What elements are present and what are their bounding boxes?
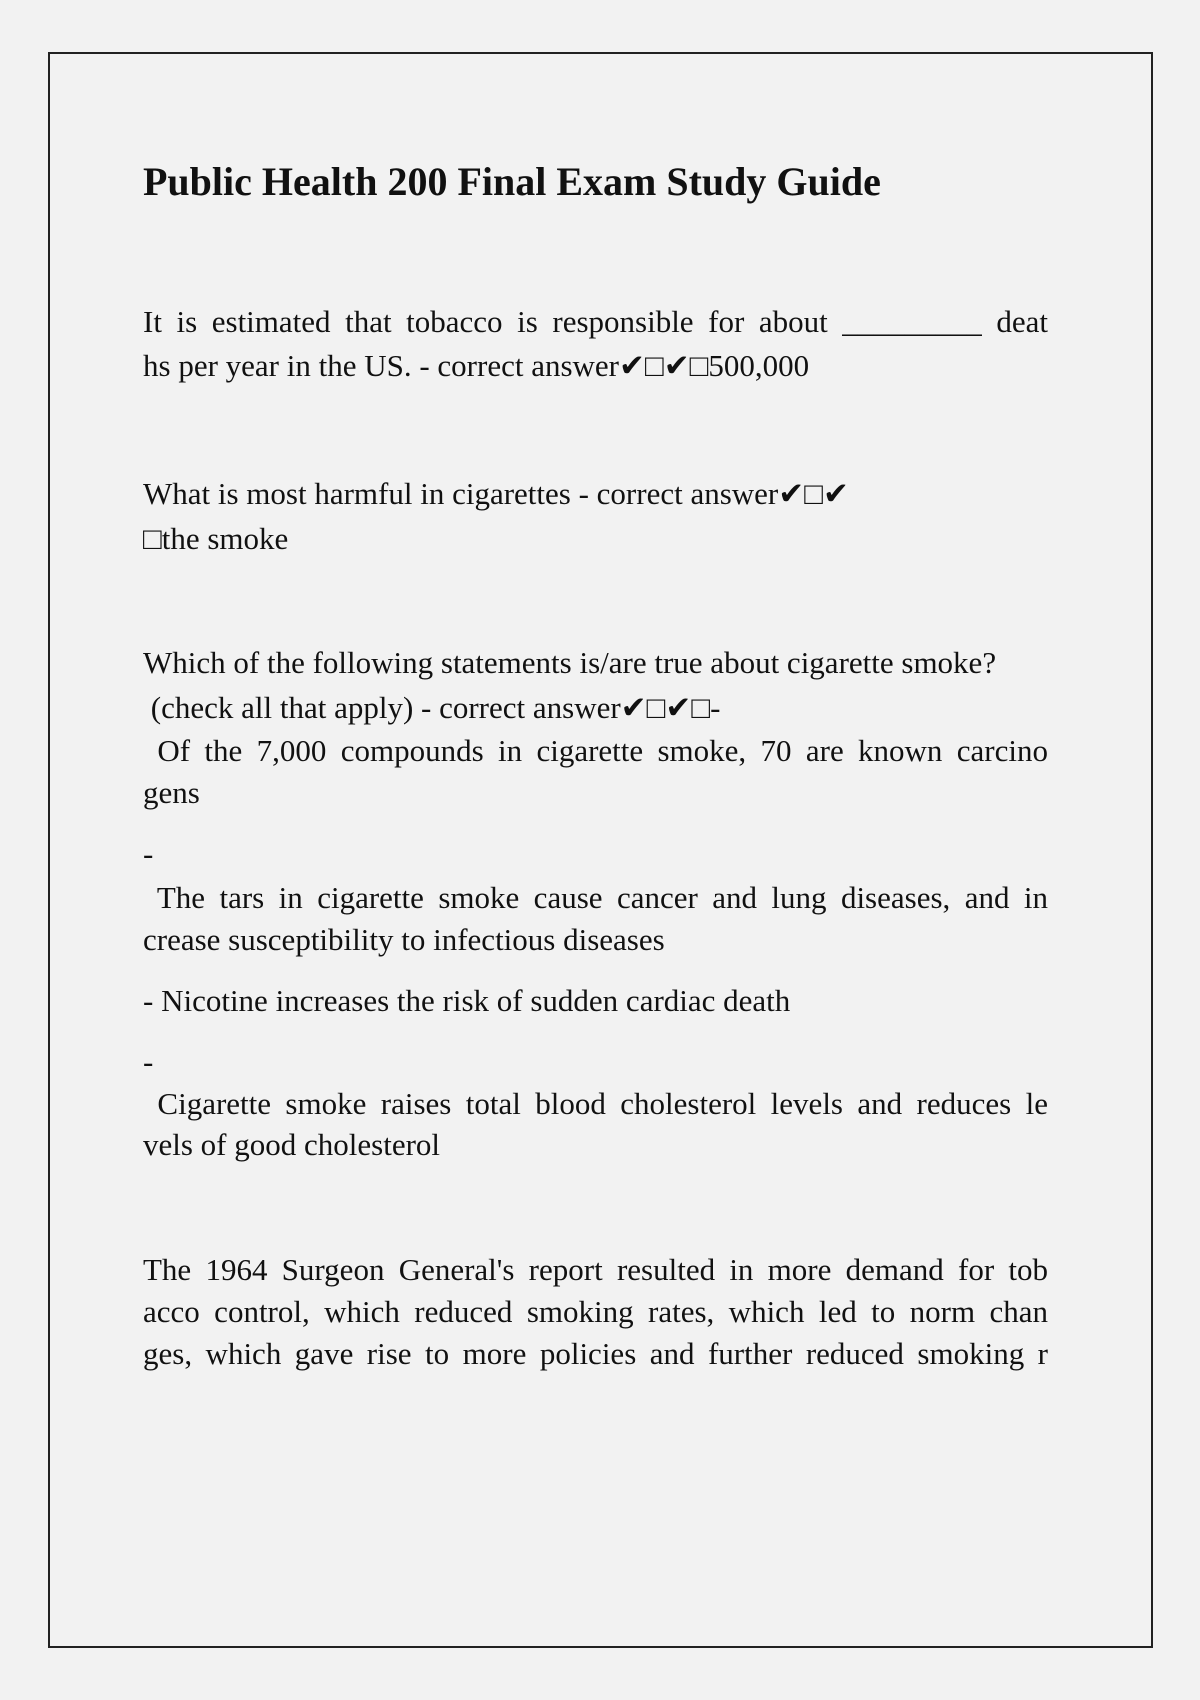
question-3-line-4: gens: [143, 775, 200, 810]
question-1-line-2: hs per year in the US. - correct answer✔□✔□500,000: [143, 348, 810, 383]
question-3-line-5: -: [143, 836, 154, 871]
question-3-line-11: vels of good cholesterol: [143, 1127, 441, 1162]
question-3-line-10: Cigarette smoke raises total blood cholesterol levels and reduces le: [143, 1086, 1048, 1121]
page-title: Public Health 200 Final Exam Study Guide: [143, 159, 881, 204]
question-2-line-2: □the smoke: [143, 521, 289, 556]
question-3-line-3: Of the 7,000 compounds in cigarette smoke, 70 are known carcino: [143, 733, 1048, 768]
question-1-line-1: It is estimated that tobacco is responsible for about _________ deat: [143, 304, 1048, 339]
question-4-line-3: ges, which gave rise to more policies and further reduced smoking r: [143, 1336, 1048, 1371]
question-4-line-2: acco control, which reduced smoking rates, which led to norm chan: [143, 1294, 1048, 1329]
question-3-line-7: crease susceptibility to infectious diseases: [143, 922, 665, 957]
question-3-line-2: (check all that apply) - correct answer✔□✔□-: [143, 690, 721, 725]
question-3-line-9: -: [143, 1044, 154, 1079]
question-3-line-6: The tars in cigarette smoke cause cancer and lung diseases, and in: [143, 880, 1048, 915]
document-page: [48, 52, 1153, 1648]
question-2-line-1: What is most harmful in cigarettes - correct answer✔□✔: [143, 476, 849, 511]
question-3-line-8: - Nicotine increases the risk of sudden cardiac death: [143, 983, 791, 1018]
question-3-line-1: Which of the following statements is/are true about cigarette smoke?: [143, 645, 997, 680]
question-4-line-1: The 1964 Surgeon General's report resulted in more demand for tob: [143, 1252, 1048, 1287]
